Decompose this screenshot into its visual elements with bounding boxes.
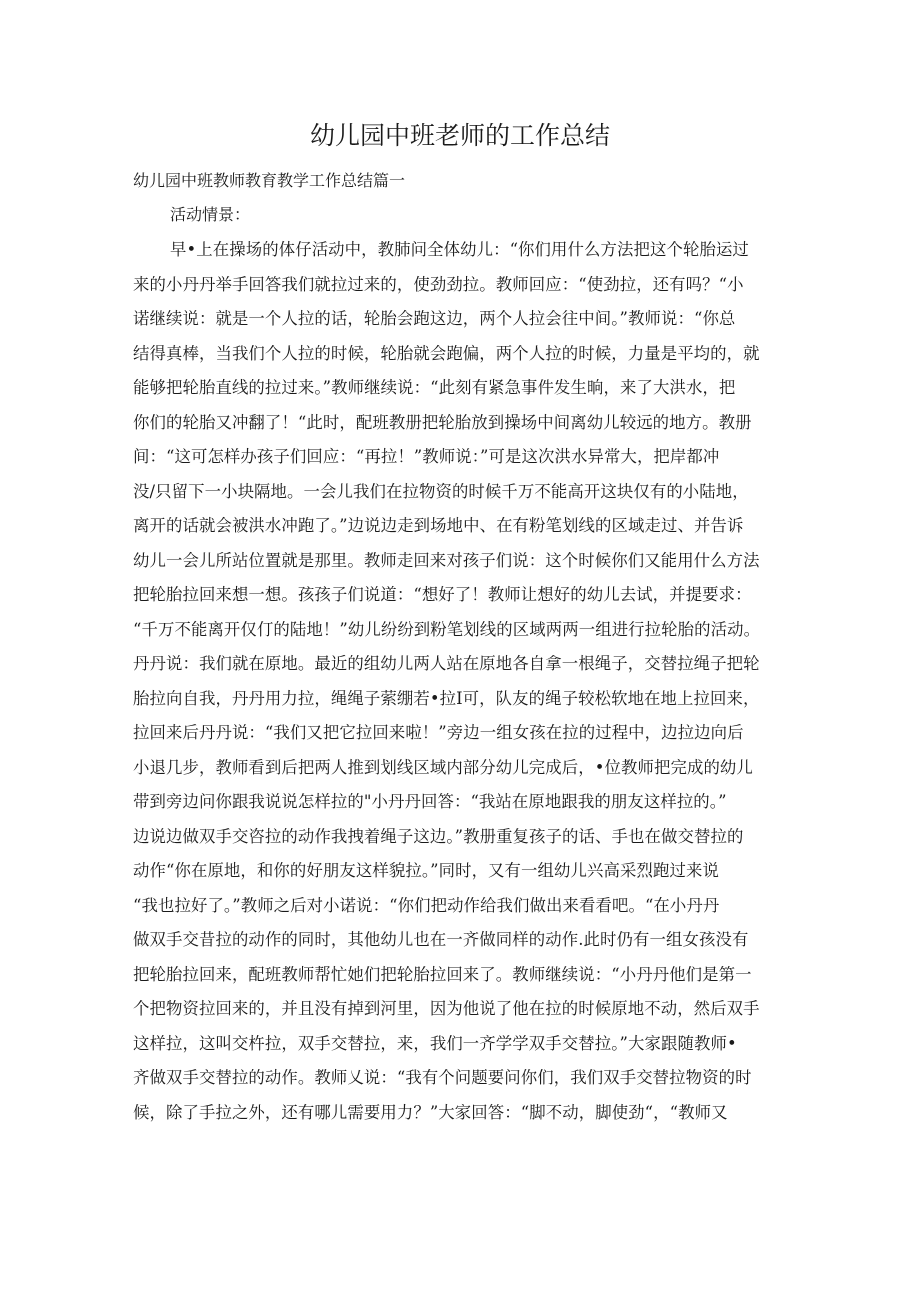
document-subtitle: 幼儿园中班教师教育教学工作总结篇一 (133, 171, 406, 190)
body-line: 候，除了手拉之外，还有哪儿需要用力？”大家回答：“脚不动，脚使劲“，“教师又 (133, 1102, 728, 1122)
body-line: 幼儿一会儿所站位置就是那里。教师走回来对孩子们说：这个时候你们又能用什么方法 (133, 550, 760, 570)
body-line: 结得真棒，当我们个人拉的时候，轮胎就会跑偏，两个人拉的时候，力量是平均的，就 (133, 343, 760, 363)
body-line: 早•上在操场的体仔活动中，教肺问全体幼儿：“你们用什么方法把这个轮胎运过 (170, 240, 749, 259)
body-line: “我也拉好了。”教师之后对小诺说：“你们把动作给我们做出来看看吧。“在小丹丹 (133, 895, 720, 915)
document-title: 幼儿园中班老师的工作总结 (309, 121, 610, 150)
section-label: 活动情景： (170, 205, 251, 224)
body-line: 个把物资拉回来的，并且没有掉到河里，因为他说了他在拉的时候原地不动，然后双手 (133, 999, 760, 1018)
body-line: 间：“这可怎样办孩子们回应：“再拉！”教师说：”可是这次洪水异常大，把岸都冲 (133, 447, 720, 466)
body-paragraph (133, 233, 793, 1130)
body-line: 把轮胎拉回来想一想。孩孩子们说道：“想好了！教师让想好的幼儿去试，并提要求： (133, 585, 752, 604)
body-line: 没/只留下一小块隔地。一会儿我们在拉物资的时候千万不能高开这块仅有的小陆地， (133, 481, 749, 501)
body-line: 齐做双手交替拉的动作。教师乂说：“我有个问题要问你们，我们双手交替拉物资的时 (133, 1068, 752, 1087)
body-line: 能够把轮胎直线的拉过来。”教师继续说：“此刻有紧急事件发生晌，来了大洪水，把 (133, 378, 736, 397)
body-line: 这样拉，这叫交杵拉，双手交替拉，来，我们一齐学学双手交替拉。”大家跟随教师• (133, 1033, 737, 1053)
body-line: 带到旁边问你跟我说说怎样拉的"小丹丹回答：“我站在原地跟我的朋友这样拉的。” (133, 792, 727, 811)
body-line: 做双手交昔拉的动作的同时，其他幼儿也在一齐做同样的动作.此时仍有一组女孩没有 (133, 930, 749, 949)
body-line: 诺继续说：就是一个人拉的话，轮胎会跑这边，两个人拉会往中间。”教师说：“你总 (133, 309, 736, 328)
body-line: 胎拉向自我，丹丹用力拉，绳绳子萦绷若•拉I可，队友的绳子较松软地在地上拉回来， (133, 688, 760, 708)
body-line: 离开的话就会被洪水冲跑了。”边说边走到场地中、在有粉笔划线的区域走过、并告诉 (133, 516, 744, 535)
body-line: 把轮胎拉回来，配班教师帮忙她们把轮胎拉回来了。教师继续说：“小丹丹他们是第一 (133, 964, 752, 984)
body-line: “千万不能离开仅仃的陆地！”幼儿纷纷到粉笔划线的区域两两一组进行拉轮胎的活动。 (133, 619, 761, 639)
body-line: 拉回来后丹丹说：“我们又把它拉回来啦！”旁边一组女孩在拉的过程中，边拉边向后 (133, 723, 744, 742)
body-line: 边说边做双手交咨拉的动作我拽着绳子这边。”教册重复孩子的话、手也在做交替拉的 (133, 826, 744, 846)
body-line: 丹丹说：我们就在原地。最近的组幼儿两人站在原地各自拿一根绳子，交替拉绳子把轮 (133, 654, 760, 673)
body-line: 你们的轮胎又冲翻了！“此时，配班教册把轮胎放到操场中间离幼儿较远的地方。教册 (133, 412, 752, 432)
body-line: 来的小丹丹举手回答我们就拉过来的，使劲劲拉。教师回应：“使劲拉，还有吗？“小 (133, 274, 744, 294)
body-line: 小退几步，教师看到后把两人推到划线区域内部分幼儿完成后，•位教师把完成的幼儿 (133, 757, 753, 777)
body-line: 动作“你在原地，和你的好朋友这样貌拉。”同时，又有一组幼儿兴高采烈跑过来说 (133, 861, 719, 880)
